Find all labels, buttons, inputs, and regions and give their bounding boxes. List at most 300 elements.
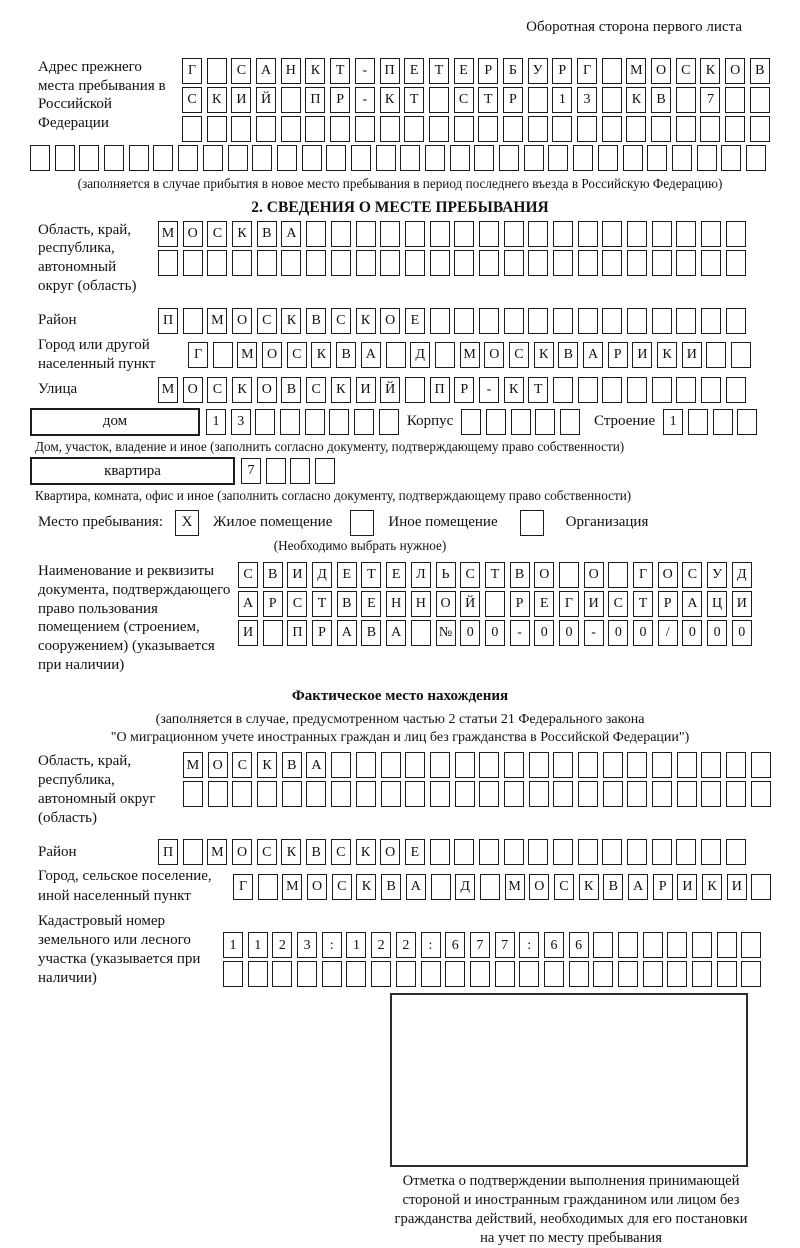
grid-cell[interactable] [578,377,598,403]
grid-cell[interactable]: 0 [682,620,702,646]
grid-cell[interactable]: 0 [485,620,505,646]
grid-cell[interactable]: 1 [248,932,268,958]
grid-cell[interactable]: 7 [495,932,515,958]
grid-cell[interactable]: 6 [445,932,465,958]
grid-cell[interactable]: С [257,839,277,865]
grid-cell[interactable] [602,839,622,865]
grid-cell[interactable]: Г [559,591,579,617]
checkbox-inoe[interactable] [350,510,374,536]
grid-cell[interactable] [701,250,721,276]
grid-cell[interactable]: П [430,377,450,403]
grid-cell[interactable] [627,250,647,276]
grid-cell[interactable]: М [207,308,227,334]
grid-cell[interactable]: А [628,874,648,900]
grid-cell[interactable] [454,839,474,865]
grid-cell[interactable] [651,116,671,142]
grid-cell[interactable]: П [305,87,325,113]
grid-cell[interactable]: М [460,342,480,368]
grid-cell[interactable]: В [558,342,578,368]
grid-cell[interactable]: М [505,874,525,900]
grid-cell[interactable] [326,145,346,171]
grid-cell[interactable] [627,781,647,807]
grid-cell[interactable] [726,308,746,334]
grid-cell[interactable] [602,377,622,403]
grid-cell[interactable]: О [725,58,745,84]
grid-cell[interactable] [548,145,568,171]
grid-cell[interactable]: С [287,591,307,617]
grid-cell[interactable]: А [682,591,702,617]
grid-cell[interactable] [511,409,531,435]
grid-cell[interactable] [701,308,721,334]
grid-cell[interactable]: О [208,752,228,778]
grid-cell[interactable]: 7 [241,458,261,484]
grid-cell[interactable] [504,250,524,276]
grid-cell[interactable]: О [529,874,549,900]
grid-cell[interactable] [182,116,202,142]
grid-cell[interactable] [528,116,548,142]
grid-cell[interactable] [676,87,696,113]
grid-cell[interactable]: - [355,87,375,113]
grid-cell[interactable]: С [331,308,351,334]
grid-cell[interactable] [331,752,351,778]
grid-cell[interactable] [228,145,248,171]
grid-cell[interactable] [480,874,500,900]
grid-cell[interactable]: 0 [534,620,554,646]
grid-cell[interactable]: С [608,591,628,617]
grid-cell[interactable] [676,839,696,865]
grid-cell[interactable] [618,932,638,958]
grid-cell[interactable] [356,221,376,247]
grid-cell[interactable]: Т [478,87,498,113]
grid-cell[interactable] [207,116,227,142]
grid-cell[interactable] [717,961,737,987]
grid-cell[interactable] [331,781,351,807]
grid-cell[interactable] [322,961,342,987]
grid-cell[interactable]: О [307,874,327,900]
grid-cell[interactable] [652,250,672,276]
grid-cell[interactable]: Р [478,58,498,84]
grid-cell[interactable]: В [381,874,401,900]
grid-cell[interactable] [486,409,506,435]
grid-cell[interactable] [652,781,672,807]
grid-cell[interactable] [272,961,292,987]
grid-cell[interactable]: К [281,839,301,865]
grid-cell[interactable] [652,377,672,403]
grid-cell[interactable]: Г [188,342,208,368]
grid-cell[interactable] [618,961,638,987]
grid-cell[interactable] [302,145,322,171]
grid-cell[interactable] [231,116,251,142]
grid-cell[interactable]: А [337,620,357,646]
grid-cell[interactable]: К [232,221,252,247]
grid-cell[interactable] [504,308,524,334]
grid-cell[interactable]: С [460,562,480,588]
grid-cell[interactable] [454,221,474,247]
grid-cell[interactable] [751,781,771,807]
grid-cell[interactable] [129,145,149,171]
grid-cell[interactable]: И [238,620,258,646]
grid-cell[interactable]: О [436,591,456,617]
grid-cell[interactable]: Р [658,591,678,617]
grid-cell[interactable]: В [306,308,326,334]
grid-cell[interactable] [346,961,366,987]
grid-cell[interactable] [153,145,173,171]
grid-cell[interactable]: В [337,591,357,617]
grid-cell[interactable]: К [702,874,722,900]
grid-cell[interactable] [479,250,499,276]
grid-cell[interactable]: М [158,377,178,403]
grid-cell[interactable] [258,874,278,900]
grid-cell[interactable]: 1 [346,932,366,958]
grid-cell[interactable] [700,116,720,142]
grid-cell[interactable]: Т [361,562,381,588]
grid-cell[interactable] [553,752,573,778]
grid-cell[interactable] [351,145,371,171]
grid-cell[interactable] [30,145,50,171]
grid-cell[interactable] [380,250,400,276]
grid-cell[interactable]: Г [182,58,202,84]
grid-cell[interactable] [559,562,579,588]
grid-cell[interactable]: Е [404,58,424,84]
grid-cell[interactable]: И [356,377,376,403]
grid-cell[interactable]: О [232,839,252,865]
grid-cell[interactable] [356,781,376,807]
grid-cell[interactable] [677,752,697,778]
grid-cell[interactable]: И [682,342,702,368]
grid-cell[interactable] [598,145,618,171]
grid-cell[interactable]: 2 [272,932,292,958]
grid-cell[interactable] [701,781,721,807]
grid-cell[interactable] [290,458,310,484]
grid-cell[interactable]: С [331,839,351,865]
grid-cell[interactable]: 1 [206,409,226,435]
grid-cell[interactable]: К [657,342,677,368]
grid-cell[interactable]: В [603,874,623,900]
grid-cell[interactable]: Е [386,562,406,588]
grid-cell[interactable] [737,409,757,435]
grid-cell[interactable] [626,116,646,142]
grid-cell[interactable]: О [658,562,678,588]
grid-cell[interactable]: Р [454,377,474,403]
grid-cell[interactable] [578,250,598,276]
grid-cell[interactable]: 3 [577,87,597,113]
grid-cell[interactable]: К [232,377,252,403]
grid-cell[interactable] [55,145,75,171]
grid-cell[interactable] [405,781,425,807]
grid-cell[interactable]: Д [732,562,752,588]
grid-cell[interactable]: С [182,87,202,113]
grid-cell[interactable] [701,221,721,247]
grid-cell[interactable]: В [336,342,356,368]
grid-cell[interactable] [380,221,400,247]
grid-cell[interactable]: Р [510,591,530,617]
grid-cell[interactable] [454,116,474,142]
grid-cell[interactable] [454,250,474,276]
grid-cell[interactable] [676,221,696,247]
grid-cell[interactable]: Е [337,562,357,588]
grid-cell[interactable]: Т [528,377,548,403]
grid-cell[interactable] [371,961,391,987]
grid-cell[interactable]: К [257,752,277,778]
grid-cell[interactable]: Р [503,87,523,113]
grid-cell[interactable]: М [207,839,227,865]
grid-cell[interactable] [356,250,376,276]
grid-cell[interactable] [455,781,475,807]
grid-cell[interactable] [499,145,519,171]
grid-cell[interactable]: 7 [700,87,720,113]
grid-cell[interactable]: 3 [231,409,251,435]
grid-cell[interactable] [207,58,227,84]
grid-cell[interactable]: Н [411,591,431,617]
grid-cell[interactable] [504,781,524,807]
grid-cell[interactable]: С [332,874,352,900]
grid-cell[interactable] [306,221,326,247]
grid-cell[interactable]: Ь [436,562,456,588]
grid-cell[interactable]: С [509,342,529,368]
grid-cell[interactable] [701,752,721,778]
grid-cell[interactable]: 1 [663,409,683,435]
grid-cell[interactable]: Д [410,342,430,368]
grid-cell[interactable] [379,409,399,435]
grid-cell[interactable] [297,961,317,987]
grid-cell[interactable] [306,781,326,807]
grid-cell[interactable] [553,308,573,334]
grid-cell[interactable]: К [534,342,554,368]
grid-cell[interactable] [676,308,696,334]
grid-cell[interactable] [306,250,326,276]
grid-cell[interactable]: Л [411,562,431,588]
grid-cell[interactable] [717,932,737,958]
grid-cell[interactable] [79,145,99,171]
grid-cell[interactable]: С [306,377,326,403]
grid-cell[interactable] [429,116,449,142]
grid-cell[interactable]: О [584,562,604,588]
grid-cell[interactable] [692,961,712,987]
grid-cell[interactable] [331,250,351,276]
grid-cell[interactable] [578,308,598,334]
grid-cell[interactable] [701,839,721,865]
grid-cell[interactable]: : [421,932,441,958]
grid-cell[interactable] [553,781,573,807]
grid-cell[interactable] [726,221,746,247]
grid-cell[interactable]: Т [429,58,449,84]
grid-cell[interactable] [104,145,124,171]
grid-cell[interactable]: Т [404,87,424,113]
grid-cell[interactable] [454,308,474,334]
grid-cell[interactable] [741,932,761,958]
grid-cell[interactable]: Р [653,874,673,900]
grid-cell[interactable]: О [257,377,277,403]
grid-cell[interactable]: Е [361,591,381,617]
grid-cell[interactable] [652,221,672,247]
grid-cell[interactable] [305,116,325,142]
grid-cell[interactable]: К [380,87,400,113]
grid-cell[interactable] [232,250,252,276]
grid-cell[interactable]: Й [380,377,400,403]
grid-cell[interactable]: Г [633,562,653,588]
grid-cell[interactable] [553,839,573,865]
grid-cell[interactable] [282,781,302,807]
grid-cell[interactable] [667,961,687,987]
grid-cell[interactable] [430,752,450,778]
grid-cell[interactable] [425,145,445,171]
grid-cell[interactable]: Р [552,58,572,84]
grid-cell[interactable] [578,781,598,807]
grid-cell[interactable] [280,409,300,435]
grid-cell[interactable] [602,221,622,247]
grid-cell[interactable] [578,839,598,865]
grid-cell[interactable] [281,116,301,142]
grid-cell[interactable] [400,145,420,171]
grid-cell[interactable] [183,250,203,276]
grid-cell[interactable]: 0 [633,620,653,646]
grid-cell[interactable]: В [361,620,381,646]
grid-cell[interactable] [455,752,475,778]
grid-cell[interactable]: Д [312,562,332,588]
grid-cell[interactable]: Р [330,87,350,113]
grid-cell[interactable]: О [534,562,554,588]
grid-cell[interactable] [725,87,745,113]
grid-cell[interactable]: К [626,87,646,113]
grid-cell[interactable] [569,961,589,987]
grid-cell[interactable] [474,145,494,171]
grid-cell[interactable] [329,409,349,435]
grid-cell[interactable]: С [232,752,252,778]
grid-cell[interactable]: О [484,342,504,368]
grid-cell[interactable]: А [386,620,406,646]
grid-cell[interactable]: А [406,874,426,900]
grid-cell[interactable] [430,221,450,247]
grid-cell[interactable] [688,409,708,435]
grid-cell[interactable] [504,839,524,865]
grid-cell[interactable] [603,752,623,778]
grid-cell[interactable]: К [356,308,376,334]
grid-cell[interactable]: К [700,58,720,84]
grid-cell[interactable] [652,752,672,778]
grid-cell[interactable] [223,961,243,987]
grid-cell[interactable]: В [510,562,530,588]
grid-cell[interactable]: Р [608,342,628,368]
grid-cell[interactable] [248,961,268,987]
grid-cell[interactable]: И [677,874,697,900]
grid-cell[interactable]: Т [312,591,332,617]
grid-cell[interactable] [255,409,275,435]
grid-cell[interactable] [305,409,325,435]
grid-cell[interactable]: 2 [371,932,391,958]
grid-cell[interactable] [593,932,613,958]
grid-cell[interactable]: 0 [608,620,628,646]
grid-cell[interactable]: К [356,874,376,900]
grid-cell[interactable]: : [519,932,539,958]
grid-cell[interactable] [553,221,573,247]
grid-cell[interactable] [577,116,597,142]
grid-cell[interactable] [643,961,663,987]
grid-cell[interactable] [256,116,276,142]
grid-cell[interactable]: 6 [544,932,564,958]
grid-cell[interactable]: П [158,308,178,334]
grid-cell[interactable]: О [380,308,400,334]
grid-cell[interactable] [726,781,746,807]
grid-cell[interactable] [381,752,401,778]
grid-cell[interactable] [405,752,425,778]
grid-cell[interactable] [445,961,465,987]
grid-cell[interactable] [479,221,499,247]
grid-cell[interactable]: С [257,308,277,334]
grid-cell[interactable] [203,145,223,171]
grid-cell[interactable]: И [287,562,307,588]
grid-cell[interactable] [750,116,770,142]
grid-cell[interactable] [697,145,717,171]
grid-cell[interactable]: М [626,58,646,84]
grid-cell[interactable]: К [311,342,331,368]
grid-cell[interactable] [495,961,515,987]
grid-cell[interactable] [627,377,647,403]
grid-cell[interactable]: М [183,752,203,778]
grid-cell[interactable] [386,342,406,368]
grid-cell[interactable]: С [454,87,474,113]
grid-cell[interactable] [528,308,548,334]
grid-cell[interactable]: О [232,308,252,334]
grid-cell[interactable] [461,409,481,435]
grid-cell[interactable]: Н [386,591,406,617]
grid-cell[interactable]: А [238,591,258,617]
grid-cell[interactable] [602,116,622,142]
grid-cell[interactable]: 3 [297,932,317,958]
grid-cell[interactable] [746,145,766,171]
grid-cell[interactable] [404,116,424,142]
grid-cell[interactable] [726,839,746,865]
grid-cell[interactable] [672,145,692,171]
grid-cell[interactable] [479,839,499,865]
grid-cell[interactable] [602,250,622,276]
grid-cell[interactable]: П [287,620,307,646]
grid-cell[interactable] [726,377,746,403]
grid-cell[interactable] [405,221,425,247]
grid-cell[interactable]: 0 [707,620,727,646]
grid-cell[interactable] [479,308,499,334]
grid-cell[interactable] [470,961,490,987]
grid-cell[interactable] [529,781,549,807]
grid-cell[interactable] [380,116,400,142]
grid-cell[interactable] [411,620,431,646]
grid-cell[interactable] [478,116,498,142]
grid-cell[interactable] [627,839,647,865]
grid-cell[interactable] [376,145,396,171]
grid-cell[interactable] [692,932,712,958]
grid-cell[interactable] [602,308,622,334]
grid-cell[interactable]: М [282,874,302,900]
grid-cell[interactable]: И [584,591,604,617]
grid-cell[interactable]: О [651,58,671,84]
grid-cell[interactable]: С [207,377,227,403]
grid-cell[interactable]: А [256,58,276,84]
grid-cell[interactable]: - [355,58,375,84]
grid-cell[interactable] [450,145,470,171]
grid-cell[interactable] [602,87,622,113]
grid-cell[interactable] [726,752,746,778]
grid-cell[interactable]: В [306,839,326,865]
grid-cell[interactable]: О [183,221,203,247]
grid-cell[interactable] [750,87,770,113]
grid-cell[interactable]: Е [405,308,425,334]
grid-cell[interactable] [706,342,726,368]
grid-cell[interactable]: - [584,620,604,646]
grid-cell[interactable] [751,874,771,900]
grid-cell[interactable]: Ц [707,591,727,617]
grid-cell[interactable]: К [504,377,524,403]
grid-cell[interactable] [552,116,572,142]
grid-cell[interactable]: / [658,620,678,646]
